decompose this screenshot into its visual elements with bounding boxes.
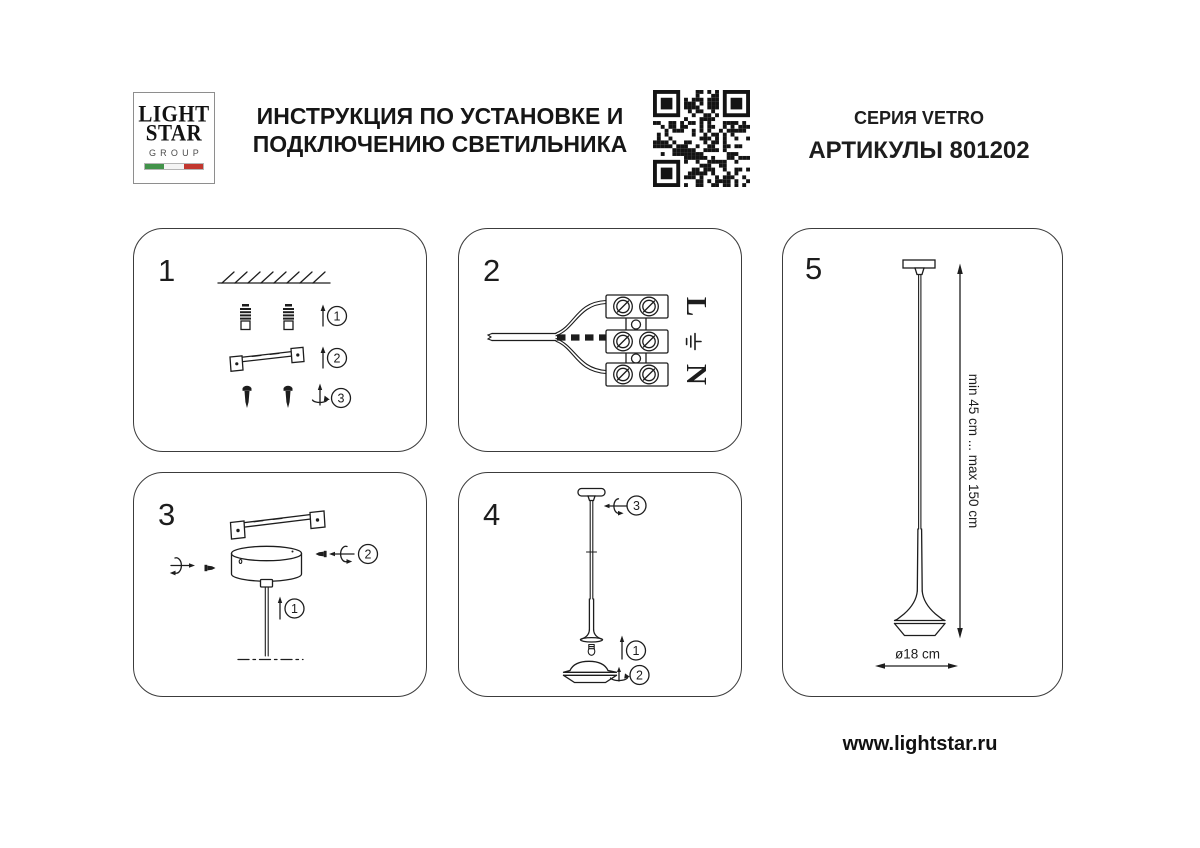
italian-flag-bar (144, 163, 204, 170)
step-number: 1 (158, 253, 176, 288)
title-line-1: ИНСТРУКЦИЯ ПО УСТАНОВКЕ И (256, 103, 624, 129)
flag-red (184, 164, 203, 169)
wall-plug-icon (283, 304, 294, 330)
step-number: 5 (805, 251, 823, 286)
arrow-up-icon (321, 305, 326, 327)
arrow-up-icon (278, 597, 282, 620)
glass-shade (564, 661, 617, 682)
canopy (232, 546, 302, 587)
svg-text:1: 1 (291, 602, 298, 616)
wall-plug-icon (240, 304, 251, 330)
qr-code (653, 90, 750, 187)
step-3-panel (133, 472, 427, 697)
logo-word-group: GROUP (148, 148, 203, 158)
diameter-dimension-arrow (875, 663, 958, 669)
rotate-screw-icon (604, 499, 627, 516)
step-marker-2 (359, 545, 378, 564)
lamp-body (895, 529, 946, 636)
bulb-icon (588, 645, 595, 656)
ceiling-hatch (218, 272, 330, 283)
mounting-bracket (231, 511, 326, 539)
logo-word-light: LIGHT (138, 101, 210, 127)
step-1-diagram (134, 229, 426, 451)
lightstar-logo (133, 92, 215, 184)
label-neutral: N (680, 364, 712, 385)
svg-text:1: 1 (333, 309, 341, 324)
svg-text:3: 3 (337, 391, 345, 406)
rotate-screw-icon (329, 546, 354, 564)
title-line-2: ПОДКЛЮЧЕНИЮ СВЕТИЛЬНИКА (252, 131, 628, 157)
step-marker-3 (332, 389, 351, 408)
step-4-diagram (459, 473, 741, 696)
rotate-screw-icon (170, 558, 195, 576)
arrow-up-icon (321, 347, 326, 369)
screw-icon (205, 565, 216, 571)
step-4-panel (458, 472, 742, 697)
terminal-block (606, 295, 668, 386)
logo-word-star: STAR (145, 120, 203, 146)
series-name: СЕРИЯ VETRO (854, 108, 984, 128)
step-marker-1 (328, 307, 347, 326)
suspension-wire (238, 587, 303, 660)
step-marker-1 (285, 599, 304, 618)
website-url: www.lightstar.ru (842, 733, 998, 755)
suspension-rod (581, 501, 603, 643)
svg-text:2: 2 (636, 668, 643, 683)
screw-icon (316, 551, 327, 557)
svg-text:3: 3 (633, 499, 640, 513)
flag-green (145, 164, 164, 169)
mains-cable (488, 301, 606, 374)
rotate-twist-icon (611, 667, 630, 681)
height-range-label: min 45 cm ... max 150 cm (966, 373, 981, 529)
step-marker-3 (627, 496, 646, 515)
step-number: 3 (158, 497, 176, 532)
step-2-diagram (459, 229, 741, 451)
suspension-wire (919, 275, 921, 530)
rotate-screw-icon (313, 384, 330, 406)
step-marker-2 (328, 349, 347, 368)
step-marker-2 (630, 666, 649, 685)
svg-text:2: 2 (364, 547, 372, 562)
arrow-up-icon (620, 636, 624, 660)
series-block (808, 108, 1030, 165)
svg-text:2: 2 (333, 351, 341, 366)
screw-icon (284, 386, 293, 408)
mounting-bracket (230, 347, 304, 371)
ground-icon (687, 334, 701, 350)
svg-text:1: 1 (632, 644, 640, 658)
step-number: 2 (483, 253, 501, 288)
step-number: 4 (483, 497, 501, 532)
height-dimension-arrow (957, 264, 963, 639)
label-live: L (680, 296, 712, 317)
canopy (578, 489, 605, 501)
article-number: АРТИКУЛЫ 801202 (808, 137, 1030, 164)
flag-white (164, 164, 183, 169)
page-title (240, 102, 640, 158)
canopy (903, 260, 935, 275)
step-5-panel (782, 228, 1063, 697)
step-3-diagram (134, 473, 426, 696)
step-2-panel (458, 228, 742, 452)
screw-icon (243, 386, 252, 408)
step-1-panel (133, 228, 427, 452)
diameter-label: ø18 cm (894, 646, 941, 662)
step-marker-1 (627, 641, 646, 660)
step-5-diagram (783, 229, 1062, 696)
